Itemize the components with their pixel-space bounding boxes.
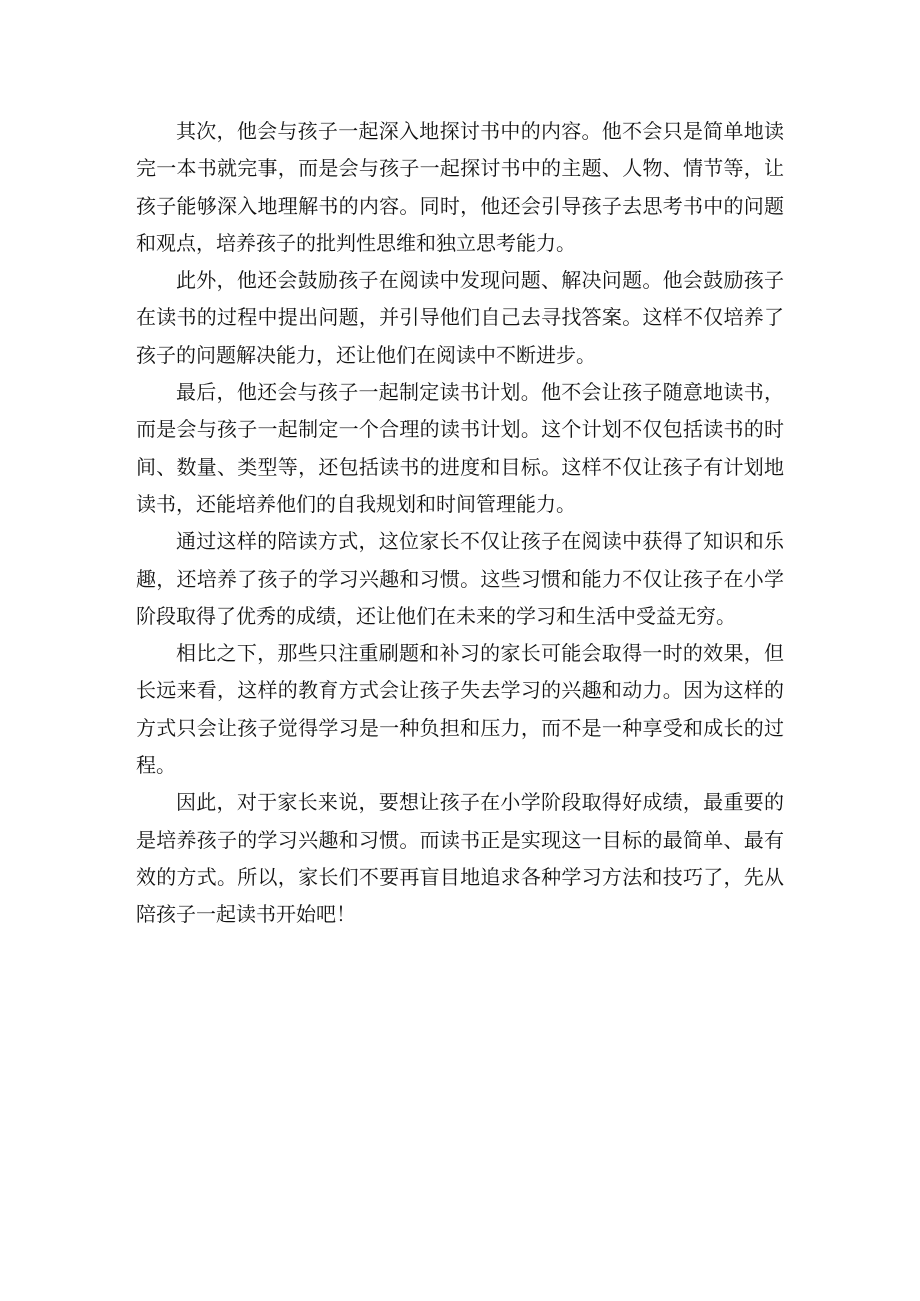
paragraph-5: 相比之下，那些只注重刷题和补习的家长可能会取得一时的效果，但长远来看，这样的教育方式会让孩子失去学习的兴趣和动力。因为这样的方式只会让孩子觉得学习是一种负担和压力，而不是一种享受和成长的过程。	[136, 641, 784, 778]
paragraph-2: 此外，他还会鼓励孩子在阅读中发现问题、解决问题。他会鼓励孩子在读书的过程中提出问题，并引导他们自己去寻找答案。这样不仅培养了孩子的问题解决能力，还让他们在阅读中不断进步。	[136, 268, 784, 367]
paragraph-6: 因此，对于家长来说，要想让孩子在小学阶段取得好成绩，最重要的是培养孩子的学习兴趣和习惯。而读书正是实现这一目标的最简单、最有效的方式。所以，家长们不要再盲目地追求各种学习方法和技巧了，先从陪孩子一起读书开始吧！	[136, 790, 784, 927]
paragraph-3: 最后，他还会与孩子一起制定读书计划。他不会让孩子随意地读书，而是会与孩子一起制定一个合理的读书计划。这个计划不仅包括读书的时间、数量、类型等，还包括读书的进度和目标。这样不仅让孩子有计划地读书，还能培养他们的自我规划和时间管理能力。	[136, 380, 784, 516]
document-body	[136, 113, 784, 934]
paragraph-4: 通过这样的陪读方式，这位家长不仅让孩子在阅读中获得了知识和乐趣，还培养了孩子的学习兴趣和习惯。这些习惯和能力不仅让孩子在小学阶段取得了优秀的成绩，还让他们在未来的学习和生活中受益无穷。	[136, 529, 784, 628]
paragraph-1: 其次，他会与孩子一起深入地探讨书中的内容。他不会只是简单地读完一本书就完事，而是会与孩子一起探讨书中的主题、人物、情节等，让孩子能够深入地理解书的内容。同时，他还会引导孩子去思考书中的问题和观点，培养孩子的批判性思维和独立思考能力。	[136, 119, 784, 255]
